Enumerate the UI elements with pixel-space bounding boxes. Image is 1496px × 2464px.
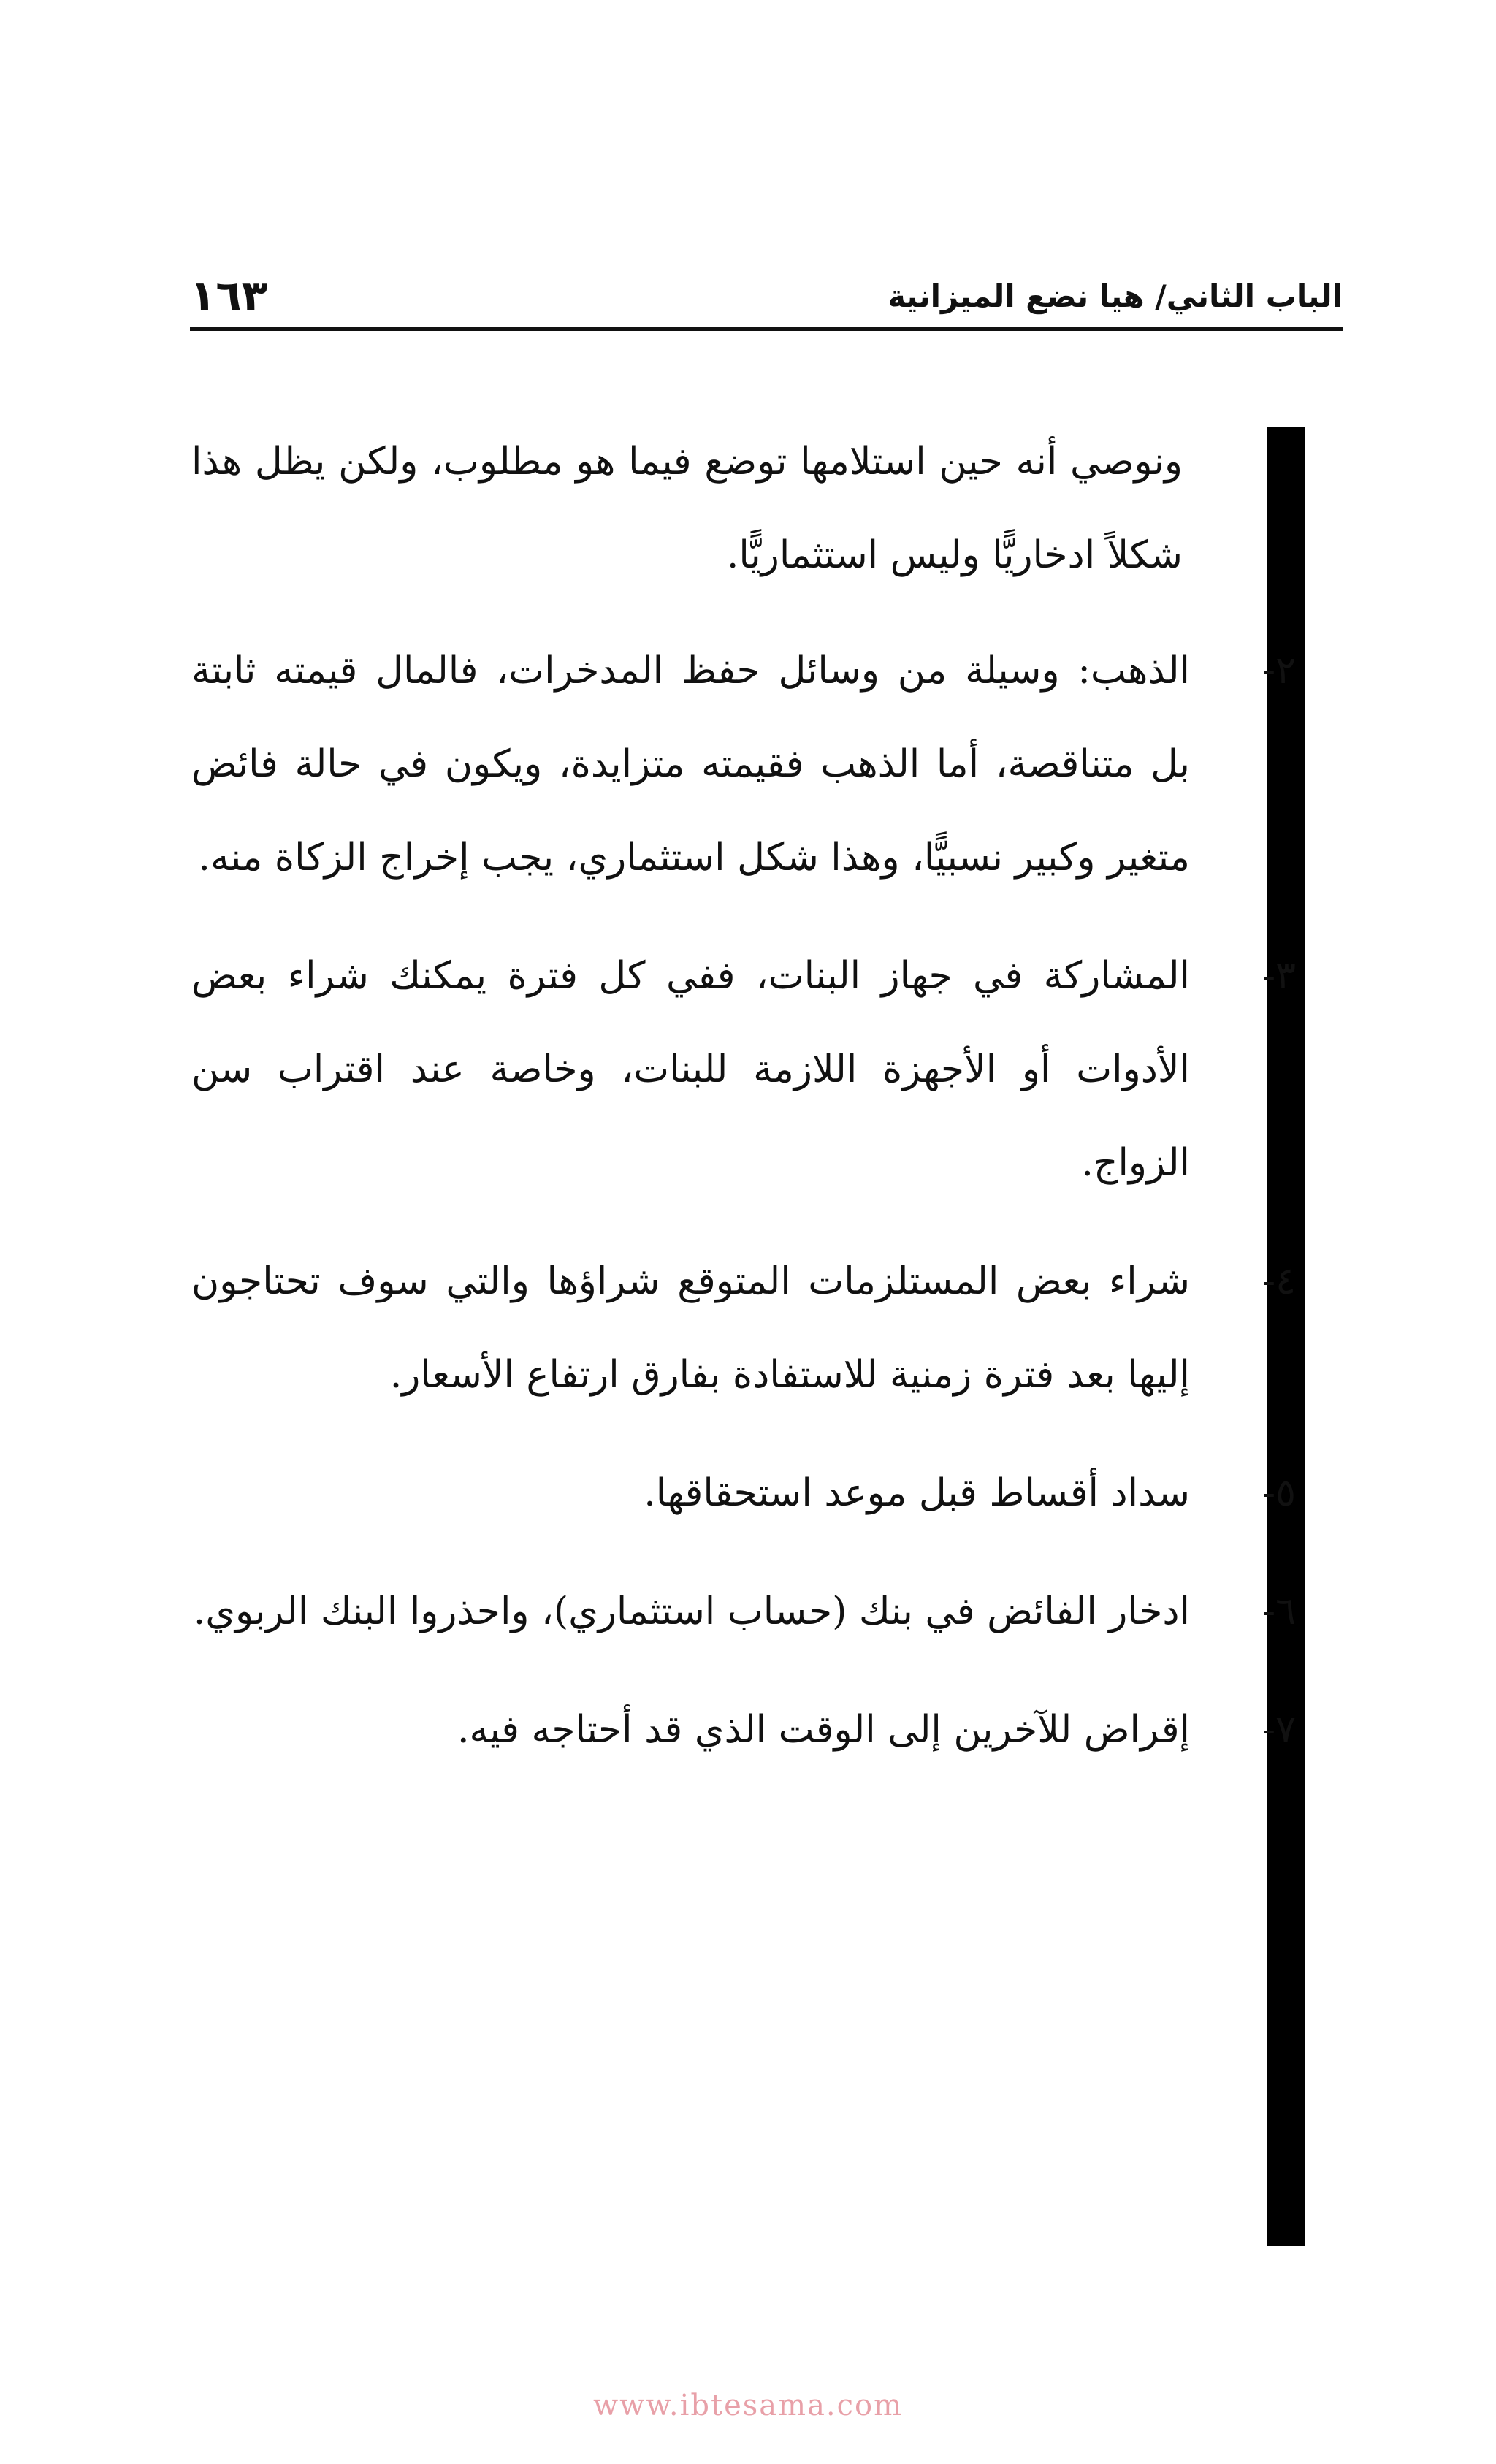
list-item-5	[191, 1446, 1296, 1540]
header-rule	[190, 327, 1343, 331]
list-item-number: ٥-	[1262, 1471, 1296, 1515]
list-item-text: سداد أقساط قبل موعد استحقاقها.	[644, 1471, 1190, 1515]
list-item-number: ٢-	[1262, 649, 1296, 693]
running-title: الباب الثاني/ هيا نضع الميزانية	[888, 278, 1343, 314]
page-content	[191, 415, 1296, 1801]
list-item-7	[191, 1683, 1296, 1777]
page-header	[190, 267, 1343, 325]
list-item-3	[191, 929, 1296, 1210]
page-number: ١٦٣	[190, 271, 268, 321]
list-item-text: المشاركة في جهاز البنات، ففي كل فترة يمكنك شراء بعض الأدوات أو الأجهزة اللازمة للبنات، وخاصة عند اقتراب سن الزواج.	[191, 954, 1190, 1185]
list-item-4	[191, 1235, 1296, 1422]
list-item-6	[191, 1565, 1296, 1658]
list-item-number: ٣-	[1262, 954, 1296, 998]
list-item-text: إقراض للآخرين إلى الوقت الذي قد أحتاجه فيه.	[457, 1708, 1190, 1752]
list-item-number: ٦-	[1262, 1590, 1296, 1633]
intro-paragraph: ونوصي أنه حين استلامها توضع فيما هو مطلوب، ولكن يظل هذا شكلاً ادخاريًّا وليس استثماريًّا.	[191, 440, 1183, 577]
list-item-number: ٧-	[1262, 1708, 1296, 1752]
watermark: www.ibtesama.com	[592, 2389, 904, 2422]
list-item-number: ٤-	[1262, 1259, 1296, 1303]
list-item-text: الذهب: وسيلة من وسائل حفظ المدخرات، فالمال قيمته ثابتة بل متناقصة، أما الذهب فقيمته متزايدة، ويكون في حالة فائض متغير وكبير نسبيًّا، وهذا شكل استثماري، يجب إخراج الزكاة منه.	[191, 649, 1190, 880]
list-item-text: ادخار الفائض في بنك (حساب استثماري)، واحذروا البنك الربوي.	[193, 1590, 1190, 1633]
list-item-text: شراء بعض المستلزمات المتوقع شراؤها والتي سوف تحتاجون إليها بعد فترة زمنية للاستفادة بفارق ارتفاع الأسعار.	[191, 1259, 1190, 1397]
list-item-2	[191, 624, 1296, 904]
